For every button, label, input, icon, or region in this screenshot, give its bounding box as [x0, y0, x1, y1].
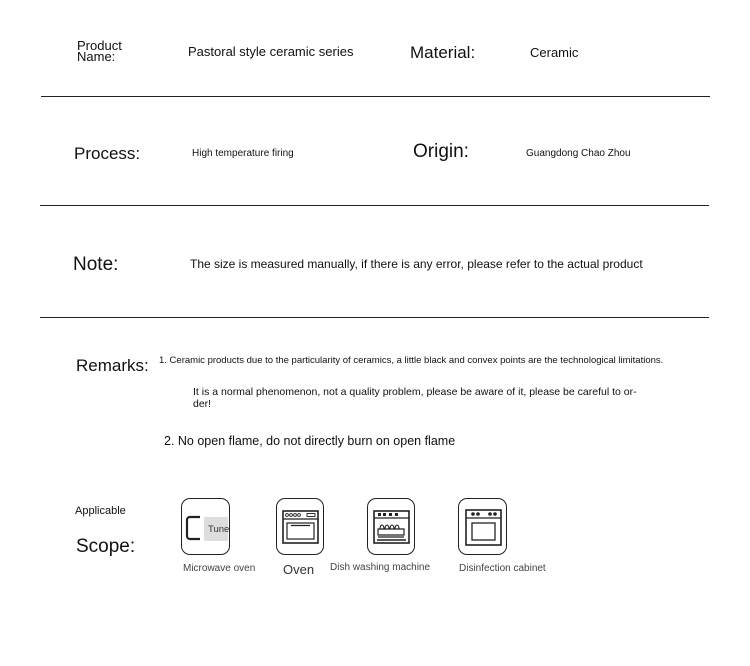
note-label: Note:	[73, 254, 119, 275]
oven-icon	[276, 498, 324, 555]
disinfection-cabinet-caption: Disinfection cabinet	[459, 563, 546, 574]
scope-label-bottom: Scope:	[76, 536, 136, 557]
process-value: High temperature firing	[192, 148, 294, 159]
scope-label-top: Applicable	[75, 505, 126, 517]
origin-value: Guangdong Chao Zhou	[526, 148, 631, 159]
disinfection-cabinet-icon	[458, 498, 507, 555]
divider-1	[41, 96, 710, 97]
process-label: Process:	[74, 144, 141, 163]
remarks-line-2a: It is a normal phenomenon, not a quality problem, please be aware of it, please be careful to or-	[193, 386, 637, 398]
microwave-caption: Microwave oven	[183, 563, 256, 574]
microwave-icon-text: Tune	[208, 524, 230, 535]
remarks-line-3: 2. No open flame, do not directly burn on open flame	[164, 434, 456, 448]
note-value: The size is measured manually, if there is any error, please refer to the actual product	[190, 257, 643, 271]
divider-2	[40, 205, 709, 206]
dishwasher-caption: Dish washing machine	[330, 562, 431, 573]
dishwasher-icon	[367, 498, 415, 555]
material-label: Material:	[410, 43, 476, 62]
remarks-line-1: 1. Ceramic products due to the particularity of ceramics, a little black and convex points are the technological limitations.	[159, 355, 664, 366]
origin-label: Origin:	[413, 141, 469, 162]
product-name-label: Product Name:	[77, 38, 122, 64]
remarks-label: Remarks:	[76, 356, 149, 375]
divider-3	[40, 317, 709, 318]
material-value: Ceramic	[530, 45, 579, 60]
microwave-icon	[181, 498, 230, 555]
remarks-line-2b: der!	[193, 398, 212, 410]
product-name-value: Pastoral style ceramic series	[188, 44, 354, 59]
oven-caption: Oven	[283, 562, 315, 577]
